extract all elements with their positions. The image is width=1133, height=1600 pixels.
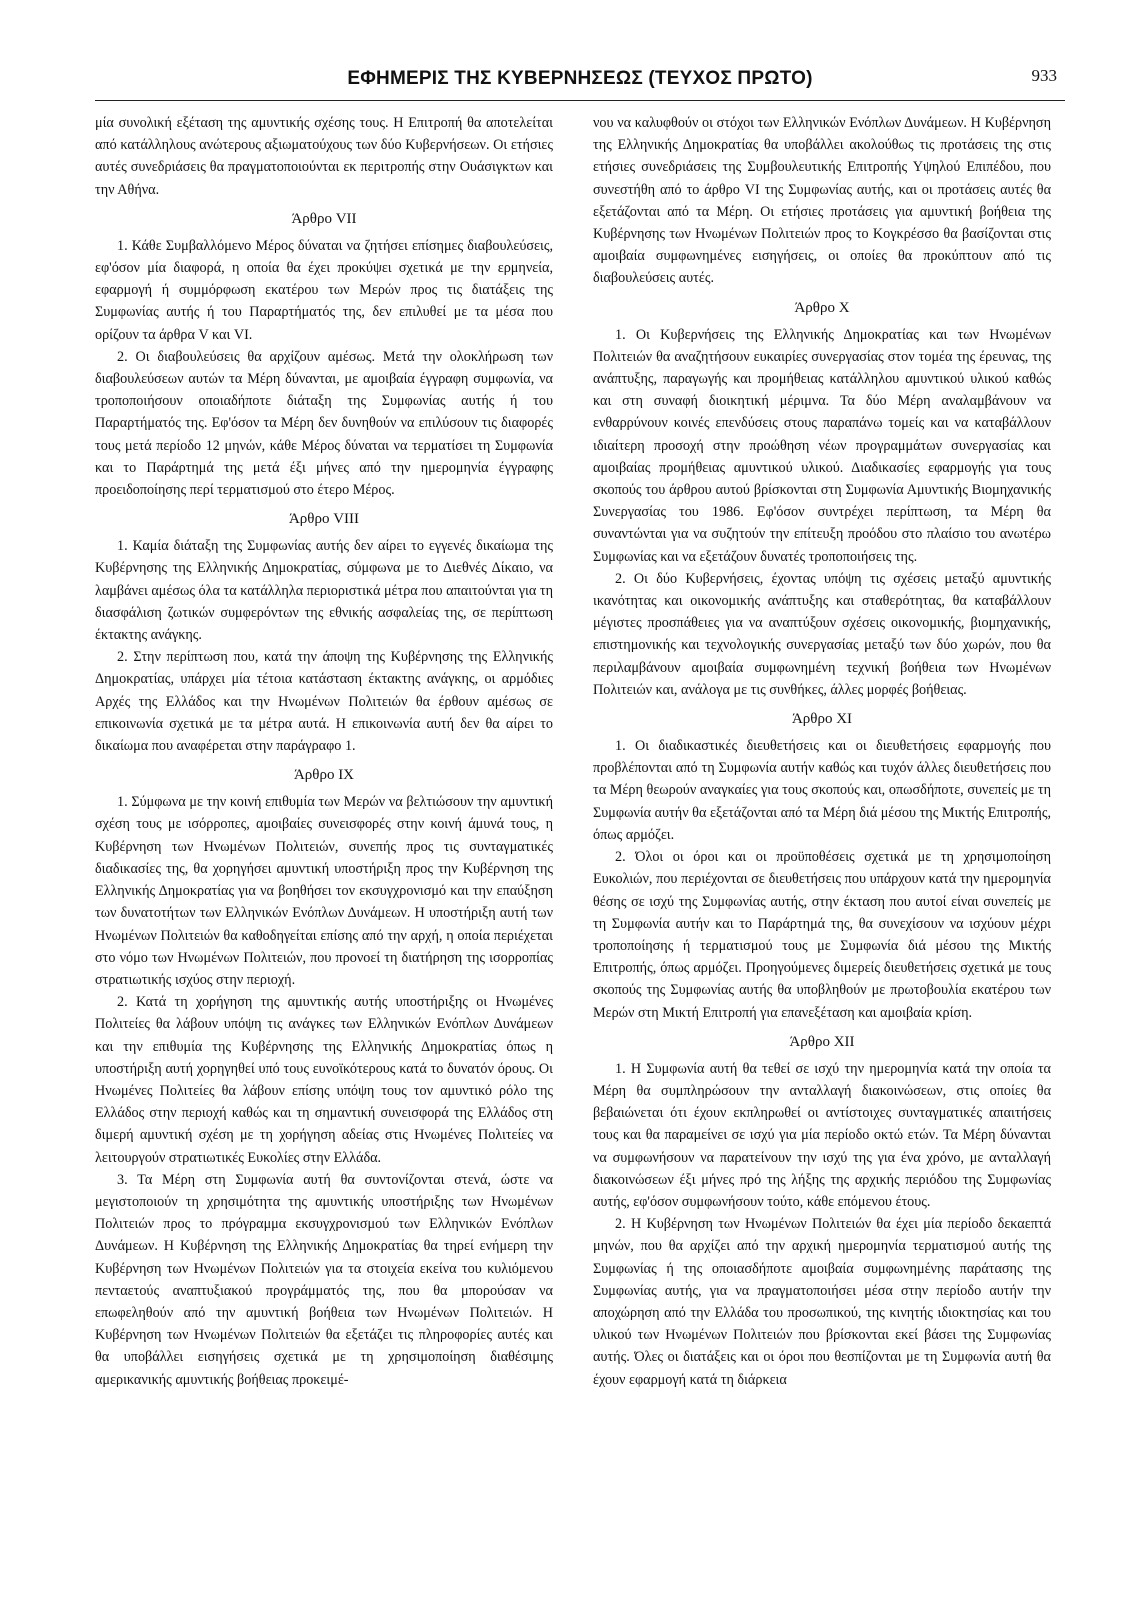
header-rule (95, 100, 1065, 101)
article-9-heading: Άρθρο IX (293, 767, 355, 784)
gazette-title: ΕΦΗΜΕΡΙΣ ΤΗΣ ΚΥΒΕΡΝΗΣΕΩΣ (ΤΕΥΧΟΣ ΠΡΩΤΟ) (347, 68, 813, 89)
article-12-paragraph-1: 1. Η Συμφωνία αυτή θα τεθεί σε ισχύ την ημερομηνία κατά την οποία τα Μέρη θα συμπληρώσουν την ανταλλαγή διακοινώσεων, στις οποίες θα βεβαιώνεται ότι έχουν εκπληρωθεί οι αντίστοιχες συνταγματικές απαιτήσεις τους και θα παραμείνει σε ισχύ για μία περίοδο οκτώ ετών. Τα Μέρη δύνανται να συμφωνήσουν να παρατείνουν την ισχύ της για ένα χρόνο, με ανταλλαγή διακοινώσεων έξι μήνες πρό της λήξης της αρχικής περιόδου της Συμφωνίας αυτής, εφ'όσον συμφωνήσουν τούτο, κάθε επόμενου έτους. (593, 1060, 1051, 1210)
continued-paragraph: νου να καλυφθούν οι στόχοι των Ελληνικών Ενόπλων Δυνάμεων. Η Κυβέρνηση της Ελληνικής Δημοκρατίας θα υποβάλλει ακολούθως τις προτάσεις της στις ετήσιες συνεδριάσεις της Συμβουλευτικής Επιτροπής Υψηλού Επιπέδου, που συνεστήθη από το άρθρο VI της Συμφωνίας αυτής, και οι προτάσεις αυτές θα εξετάζονται από τα Μέρη. Οι ετήσιες προτάσεις για αμυντική βοήθεια της Κυβέρνησης των Ηνωμένων Πολιτειών προς το Κογκρέσσο θα βασίζονται στις αμοιβαία συμφωνημένες εισηγήσεις, οι οποίες θα προκύπτουν από τις διαβουλεύσεις αυτές. (593, 115, 1051, 287)
article-9-paragraph-2: 2. Κατά τη χορήγηση της αμυντικής αυτής υποστήριξης οι Ηνωμένες Πολιτείες θα λάβουν υπόψη τις ανάγκες των Ελληνικών Ενόπλων Δυνάμεων και την επιθυμία της Κυβέρνησης της Ελληνικής Δημοκρατίας όπως η υποστήριξη αυτή χορηγηθεί υπό τους ευνοϊκότερους κατά το δυνατόν όρους. Οι Ηνωμένες Πολιτείες θα λάβουν επίσης υπόψη τους τον αμυντικό ρόλο της Ελλάδος στην περιοχή καθώς και τη σημαντική συνεισφορά της Ελλάδος στη διμερή αμυντική σχέση με τη χορήγηση αδείας στις Ηνωμένες Πολιτείες να λειτουργούν στρατιωτικές Ευκολίες στην Ελλάδα. (95, 994, 553, 1166)
article-9-paragraph-1: 1. Σύμφωνα με την κοινή επιθυμία των Μερών να βελτιώσουν την αμυντική σχέση τους με ισόρροπες, αμοιβαίες συνεισφορές στην κοινή άμυνά τους, η Κυβέρνηση των Ηνωμένων Πολιτειών, συνεπής προς τις συνταγματικές διαδικασίες της, θα χορηγήσει αμυντική υποστήριξη προς την Κυβέρνηση της Ελληνικής Δημοκρατίας για να βοηθήσει τον εκσυγχρονισμό και την επαύξηση των δυνατοτήτων των Ελληνικών Ενόπλων Δυνάμεων. Η υποστήριξη αυτή των Ηνωμένων Πολιτειών θα καθοδηγείται επίσης από την αρχή, η οποία περιέχεται στο νόμο των Ηνωμένων Πολιτειών, που προνοεί τη διατήρηση της ισορροπίας στρατιωτικής ισχύος στην περιοχή. (95, 794, 553, 988)
article-8-paragraph-1: 1. Καμία διάταξη της Συμφωνίας αυτής δεν αίρει το εγγενές δικαίωμα της Κυβέρνησης της Ελληνικής Δημοκρατίας, σύμφωνα με το Διεθνές Δίκαιο, να λαμβάνει αμέσως όλα τα κατάλληλα περιοριστικά μέτρα που απαιτούνται για τη διασφάλιση ζωτικών συμφερόντων της εθνικής ασφαλείας της, σε περίπτωση έκτακτης ανάγκης. (95, 538, 553, 644)
article-10-heading: Άρθρο X (794, 299, 850, 316)
right-column (593, 112, 1051, 1391)
article-8-paragraph-2: 2. Στην περίπτωση που, κατά την άποψη της Κυβέρνησης της Ελληνικής Δημοκρατίας, υπάρχει μία τέτοια κατάσταση έκτακτης ανάγκης, οι αρμόδιες Αρχές της Ελλάδος και την Ηνωμένων Πολιτειών θα έρθουν αμέσως σε επικοινωνία σχετικά με τα μέτρα αυτά. Η επικοινωνία αυτή δεν θα αίρει το δικαίωμα που αναφέρεται στην παράγραφο 1. (95, 649, 553, 755)
continued-paragraph: μία συνολική εξέταση της αμυντικής σχέσης τους. Η Επιτροπή θα αποτελείται από κατάλληλους ανώτερους αξιωματούχους των δύο Κυβερνήσεων. Οι ετήσιες αυτές συνεδριάσεις θα πραγματοποιούνται εκ περιτροπής στην Ουάσιγκτων και την Αθήνα. (95, 115, 553, 198)
article-8-heading: Άρθρο VIII (288, 511, 360, 528)
page-number: 933 (1031, 66, 1057, 85)
left-column (95, 112, 553, 1391)
article-7-heading: Άρθρο VII (291, 210, 357, 227)
page-header (95, 64, 1065, 98)
article-10-paragraph-2: 2. Οι δύο Κυβερνήσεις, έχοντας υπόψη τις σχέσεις μεταξύ αμυντικής ικανότητας και οικονομικής ανάπτυξης και σταθερότητας, θα καταβάλλουν μέγιστες προσπάθειες για να αναπτύξουν σχέσεις οικονομικής, βιομηχανικής, επιστημονικής και τεχνολογικής συνεργασίας μεταξύ των δύο χωρών, που θα περιλαμβάνουν αμοιβαία συμφωνημένη τεχνική βοήθεια των Ηνωμένων Πολιτειών και, ανάλογα με τις συνθήκες, άλλες μορφές βοήθειας. (593, 570, 1051, 698)
article-11-paragraph-2: 2. Όλοι οι όροι και οι προϋποθέσεις σχετικά με τη χρησιμοποίηση Ευκολιών, που περιέχονται σε διευθετήσεις που υπάρχουν κατά την ημερομηνία θέσης σε ισχύ της Συμφωνίας αυτής, στην έκταση που αυτοί είναι συνεπείς με τη Συμφωνία αυτήν και το Παράρτημά της, θα συνεχίσουν να ισχύουν μέχρι τροποποίησης ή τερματισμού τους με Συμφωνία διά μέσου της Μικτής Επιτροπής, όπως αρμόζει. Προηγούμενες διμερείς διευθετήσεις σχετικά με τους σκοπούς της Συμφωνίας αυτής θα υποβληθούν με πρωτοβουλία εκατέρου των Μερών στη Μικτή Επιτροπή για επανεξέταση και αμοιβαία κρίση. (593, 849, 1051, 1021)
article-10-paragraph-1: 1. Οι Κυβερνήσεις της Ελληνικής Δημοκρατίας και των Ηνωμένων Πολιτειών θα αναζητήσουν ευκαιρίες συνεργασίας στον τομέα της έρευνας, της ανάπτυξης, παραγωγής και προμήθειας κατάλληλου αμυντικού υλικού καθώς και στη συναφή διοικητική μέριμνα. Τα δύο Μέρη αναλαμβάνουν να ενθαρρύνουν κοινές επενδύσεις στους παραπάνω τομείς και να καταβάλλουν ιδιαίτερη προσοχή στην προώθηση νέων προγραμμάτων συνεργασίας και αμοιβαίας προμήθειας αμυντικού υλικού. Διαδικασίες εφαρμογής για τους σκοπούς του άρθρου αυτού βρίσκονται στη Συμφωνία Αμυντικής Βιομηχανικής Συνεργασίας του 1986. Εφ'όσον συντρέχει περίπτωση, τα Μέρη θα συναντώνται για να συζητούν την επίτευξη προόδου στο πλαίσιο του ανωτέρω Συμφωνίας και να εξετάζουν δυνατές τροποποιήσεις της. (593, 326, 1051, 565)
article-7-paragraph-2: 2. Οι διαβουλεύσεις θα αρχίζουν αμέσως. Μετά την ολοκλήρωση των διαβουλεύσεων αυτών τα Μέρη δύνανται, με αμοιβαία έγγραφη συμφωνία, να τροποποιήσουν οποιαδήποτε διάταξη της Συμφωνίας αυτής ή του Παραρτήματός της. Εφ'όσον τα Μέρη δεν δυνηθούν να επιλύσουν τις διαφορές τους μετά περίοδο 12 μηνών, κάθε Μέρος δύναται να τερματίσει τη Συμφωνία και το Παράρτημά της μετά έξι μήνες από την ημερομηνία έγγραφης προειδοποίησης περί τερματισμού στο έτερο Μέρος. (95, 348, 553, 499)
article-12-paragraph-2: 2. Η Κυβέρνηση των Ηνωμένων Πολιτειών θα έχει μία περίοδο δεκαεπτά μηνών, που θα αρχίζει από την αρχική ημερομηνία τερματισμού αυτής της Συμφωνίας ή της οποιασδήποτε αμοιβαία συμφωνημένης παράτασης της Συμφωνίας αυτής, για να πραγματοποιήσει μέσα στην περίοδο αυτήν την αποχώρηση από την Ελλάδα του προσωπικού, της κινητής ιδιοκτησίας και του υλικού των Ηνωμένων Πολιτειών που βρίσκονται εκεί βάσει της Συμφωνίας αυτής. Όλες οι διατάξεις και οι όροι που θεσπίζονται με τη Συμφωνία αυτή θα έχουν εφαρμογή κατά τη διάρκεια (593, 1216, 1051, 1388)
article-9-paragraph-3: 3. Τα Μέρη στη Συμφωνία αυτή θα συντονίζονται στενά, ώστε να μεγιστοποιούν τη χρησιμότητα της αμυντικής υποστήριξης των Ηνωμένων Πολιτειών προς το πρόγραμμα εκσυγχρονισμού των Ελληνικών Ενόπλων Δυνάμεων. Η Κυβέρνηση της Ελληνικής Δημοκρατίας θα τηρεί ενήμερη την Κυβέρνηση των Ηνωμένων Πολιτειών για τα στοιχεία εκείνα του κυλιόμενου πενταετούς αναπτυξιακού προγράμματός της, που θα μπορούσαν να επωφεληθούν από την αμυντική βοήθεια των Ηνωμένων Πολιτειών. Η Κυβέρνηση των Ηνωμένων Πολιτειών θα εξετάζει τις πληροφορίες αυτές και θα υποβάλλει εισηγήσεις σχετικά με τη χρησιμοποίηση διαθέσιμης αμερικανικής αμυντικής βοήθειας προκειμέ- (95, 1171, 553, 1388)
article-12-heading: Άρθρο XII (789, 1033, 855, 1050)
article-7-paragraph-1: 1. Κάθε Συμβαλλόμενο Μέρος δύναται να ζητήσει επίσημες διαβουλεύσεις, εφ'όσον μία διαφορά, η οποία θα έχει προκύψει σχετικά με την ερμηνεία, εφαρμογή ή συμμόρφωση εκατέρου των Μερών προς τις διατάξεις της Συμφωνίας αυτής ή του Παραρτήματός της, δεν επιλυθεί με τα μέσα που ορίζουν τα άρθρα V και VI. (95, 237, 553, 343)
article-11-heading: Άρθρο XI (791, 711, 853, 728)
article-11-paragraph-1: 1. Οι διαδικαστικές διευθετήσεις και οι διευθετήσεις εφαρμογής που προβλέπονται από τη Συμφωνία αυτήν καθώς και τυχόν άλλες διευθετήσεις που τα Μέρη θεωρούν αναγκαίες για τους σκοπούς και, οπωσδήποτε, συνεπείς με τη Συμφωνία αυτήν θα εξετάζονται από τα Μέρη διά μέσου της Μικτής Επιτροπής, όπως αρμόζει. (593, 738, 1051, 843)
